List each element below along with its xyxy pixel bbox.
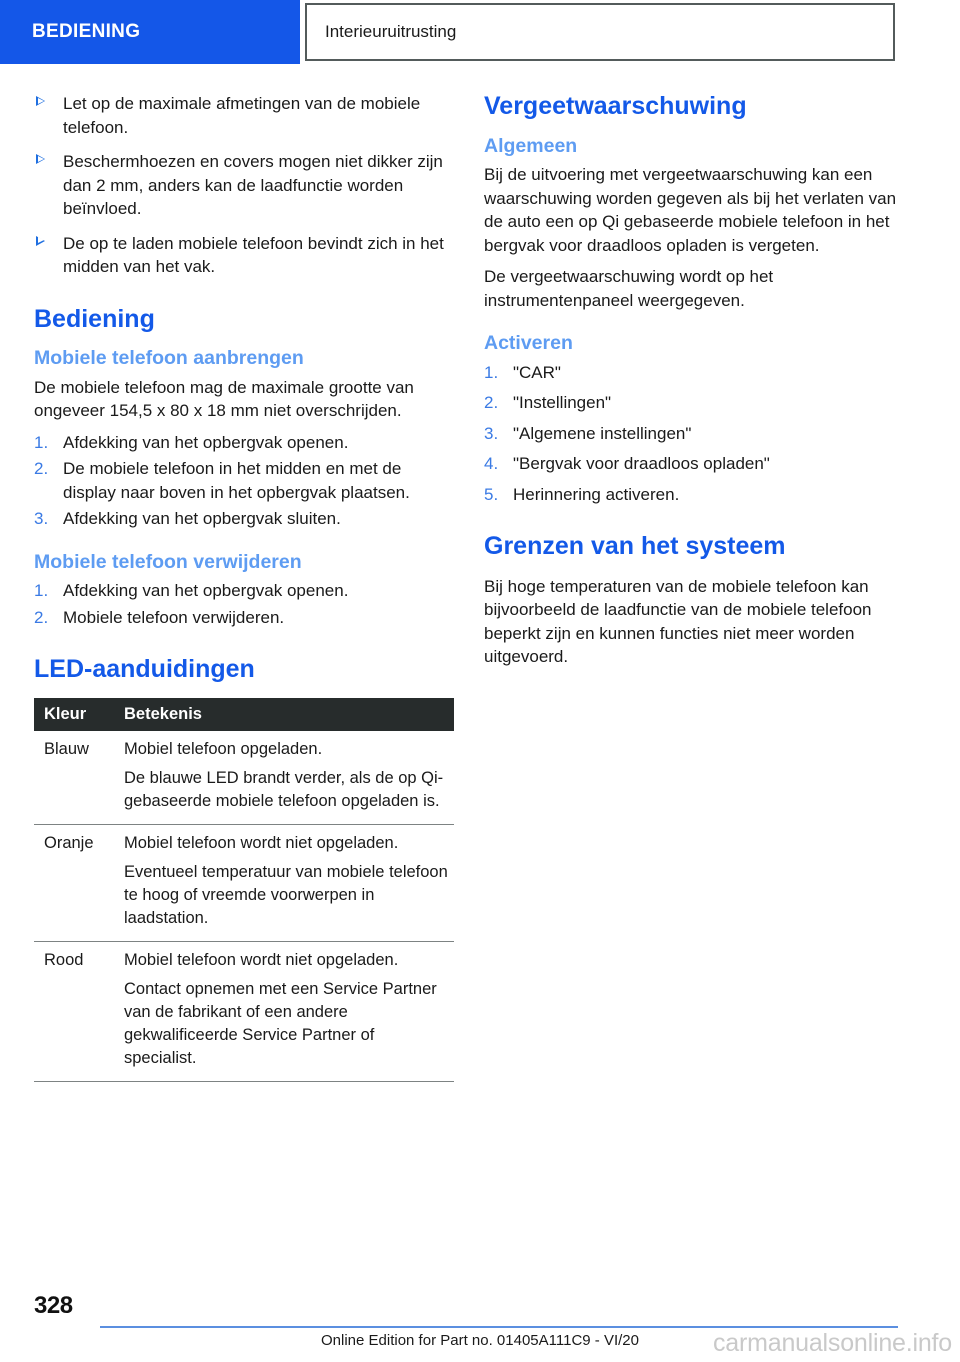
subheading-activeren: Activeren [484,332,573,355]
list-item [484,361,904,385]
section-heading-bediening: Bediening [34,304,155,333]
cell-kleur: Blauw [34,731,120,825]
cell-paragraph: Mobiel telefoon wordt niet opgeladen. [124,833,399,852]
steps-activeren [484,361,904,507]
step-text: Herinnering activeren. [513,484,680,504]
step-text: De mobiele telefoon in het midden en met de display naar boven in het opbergvak plaatsen. [63,459,410,502]
page-number: 328 [34,1292,73,1319]
led-indicator-table [34,698,454,1082]
paragraph-grenzen: Bij hoge temperaturen van de mobiele telefoon kan bijvoorbeeld de laadfunctie van de mobiele telefoon beperkt zijn en kunnen functies niet meer worden uitgevoerd. [484,576,872,667]
list-item [34,232,454,279]
step-number: 2. [34,607,49,627]
table-row [34,824,454,941]
step-text: "Bergvak voor draadloos opladen" [513,454,770,474]
table-header-row [34,698,454,731]
cell-betekenis [120,941,454,1081]
list-item-text: De op te laden mobiele telefoon bevindt zich in het midden van het vak. [63,233,444,276]
list-item [484,391,904,415]
triangle-bullet-icon [36,96,45,106]
list-item [34,579,454,603]
list-item [34,507,454,531]
paragraph-algemeen-2: De vergeetwaarschuwing wordt op het instrumentenpaneel weergegeven. [484,267,774,310]
step-text: Afdekking van het opbergvak openen. [63,432,349,452]
page-header [0,0,960,68]
step-number: 1. [34,581,49,601]
section-heading-vergeetwaarschuwing: Vergeetwaarschuwing [484,92,747,120]
section-heading-led-aanduidingen: LED-aanduidingen [34,655,255,684]
subheading-algemeen: Algemeen [484,134,578,157]
step-text: "CAR" [513,362,561,382]
cell-kleur: Oranje [34,824,120,941]
list-item [484,483,904,507]
triangle-bullet-icon [36,236,45,246]
step-text: "Instellingen" [513,393,612,413]
header-breadcrumb-box [305,3,895,61]
step-text: Afdekking van het opbergvak openen. [63,581,349,601]
list-item [34,606,454,630]
table-row [34,731,454,825]
list-item [484,422,904,446]
step-text: Afdekking van het opbergvak sluiten. [63,509,341,529]
header-chapter-label: BEDIENING [32,21,141,42]
step-number: 5. [484,484,499,504]
step-number: 2. [484,393,499,413]
header-breadcrumb-label: Interieuruitrusting [325,22,457,41]
step-number: 3. [484,423,499,443]
list-item [34,457,454,504]
left-column [34,92,454,1082]
header-chapter-tab[interactable] [0,0,300,64]
cell-betekenis [120,731,454,825]
step-number: 1. [484,362,499,382]
list-item [34,92,454,139]
cell-paragraph: Mobiel telefoon wordt niet opgeladen. [124,950,399,969]
steps-aanbrengen [34,431,454,531]
table-row [34,941,454,1081]
step-text: Mobiele telefoon verwijderen. [63,607,285,627]
steps-verwijderen [34,579,454,629]
paragraph-aanbrengen-intro: De mobiele telefoon mag de maximale grootte van ongeveer 154,5 x 80 x 18 mm niet overschrijden. [34,377,414,421]
footer-divider [100,1326,898,1328]
cell-paragraph: Mobiel telefoon opgeladen. [124,739,323,758]
subheading-mobiele-telefoon-verwijderen: Mobiele telefoon verwijderen [34,550,302,573]
footer-edition-note: Online Edition for Part no. 01405A111C9 - VI/20 [321,1332,639,1349]
cell-paragraph: De blauwe LED brandt verder, als de op Qi-gebaseerde mobiele telefoon opgeladen is. [124,768,444,810]
step-number: 2. [34,459,49,479]
list-item-text: Let op de maximale afmetingen van de mobiele telefoon. [63,94,421,137]
step-number: 3. [34,509,49,529]
list-item-text: Beschermhoezen en covers mogen niet dikker zijn dan 2 mm, anders kan de laadfunctie worden beïnvloed. [63,152,443,218]
cell-paragraph: Eventueel temperatuur van mobiele telefoon te hoog of vreemde voorwerpen in laadstation. [124,862,448,927]
column-header-kleur: Kleur [34,698,120,731]
triangle-bullet-icon [36,154,45,164]
paragraph-algemeen-1: Bij de uitvoering met vergeetwaarschuwing kan een waarschuwing worden gegeven als bij het verlaten van de auto een op Qi gebaseerde mobiele telefoon in het bergvak voor draadloos opladen is vergeten. [484,165,897,255]
step-text: "Algemene instellingen" [513,423,692,443]
column-header-betekenis: Betekenis [120,698,454,731]
right-column [484,92,904,677]
subheading-mobiele-telefoon-aanbrengen: Mobiele telefoon aanbrengen [34,347,304,370]
intro-bullet-list [34,92,454,279]
site-watermark: carmanualsonline.info [712,1329,952,1357]
section-heading-grenzen-van-het-systeem: Grenzen van het systeem [484,532,786,561]
page-footer [0,1280,960,1362]
list-item [34,150,454,221]
step-number: 1. [34,432,49,452]
list-item [484,452,904,476]
step-number: 4. [484,454,499,474]
list-item [34,431,454,455]
table-header [34,698,454,731]
cell-paragraph: Contact opnemen met een Service Partner van de fabrikant of een andere gekwalificeerde Service Partner of specialist. [124,979,437,1067]
cell-kleur: Rood [34,941,120,1081]
cell-betekenis [120,824,454,941]
table-body [34,731,454,1082]
